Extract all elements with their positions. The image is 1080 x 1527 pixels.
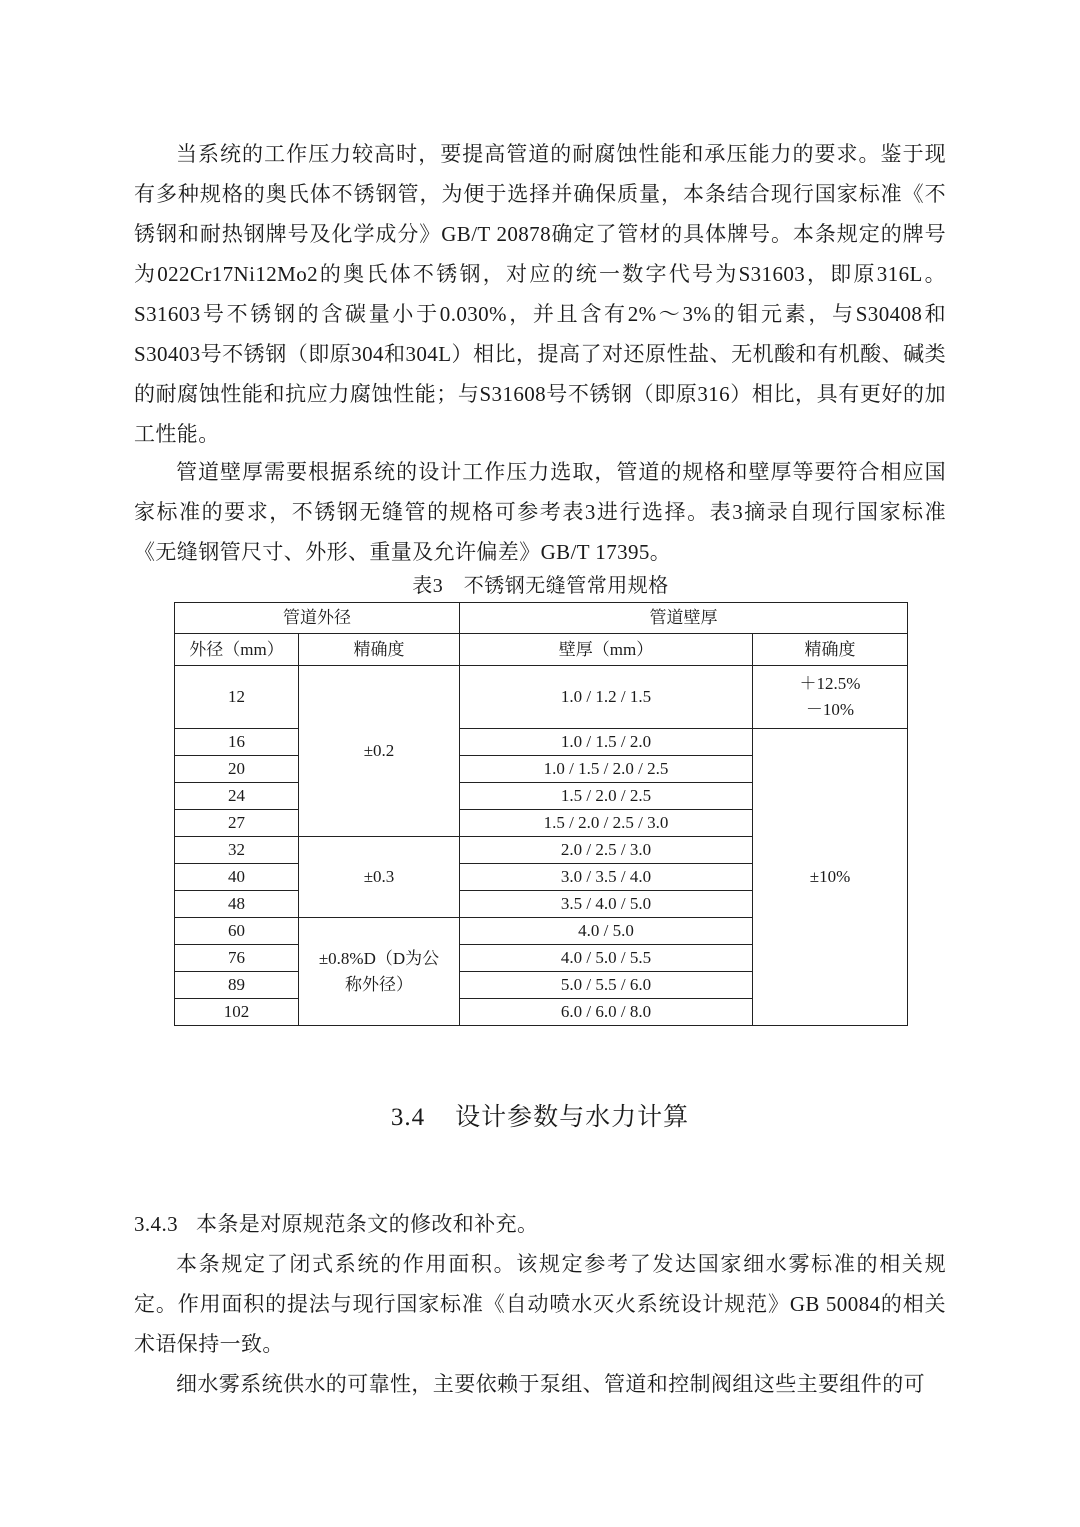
- cell-wall: 3.0 / 3.5 / 4.0: [460, 864, 753, 891]
- table-row: [175, 666, 908, 729]
- cell-od: 20: [175, 756, 299, 783]
- section-number: 3.4: [390, 1104, 426, 1131]
- pipe-spec-table: [174, 602, 908, 1026]
- paragraph-wall-thickness: 管道壁厚需要根据系统的设计工作压力选取，管道的规格和壁厚等要符合相应国家标准的要求，不锈钢无缝管的规格可参考表3进行选择。表3摘录自现行国家标准《无缝钢管尺寸、外形、重量及允许偏差》GB/T 17395。: [134, 460, 946, 564]
- wall-precision-minus: －10%: [805, 700, 855, 719]
- cell-od: 102: [175, 999, 299, 1026]
- cell-wall: 3.5 / 4.0 / 5.0: [460, 891, 753, 918]
- clause-text: 本条是对原规范条文的修改和补充。: [196, 1212, 539, 1236]
- clause-line: [134, 1204, 946, 1244]
- section-title: 设计参数与水力计算: [455, 1104, 690, 1131]
- cell-wall-precision: ±10%: [753, 729, 908, 1026]
- header-wall-precision: 精确度: [753, 634, 908, 666]
- table-group-header-row: [175, 603, 908, 634]
- header-outer-diameter-group: 管道外径: [175, 603, 460, 634]
- cell-od: 40: [175, 864, 299, 891]
- table-column-header-row: [175, 634, 908, 666]
- section-heading: [0, 1098, 1080, 1138]
- cell-wall: 5.0 / 5.5 / 6.0: [460, 972, 753, 999]
- cell-od: 48: [175, 891, 299, 918]
- paragraph-material-grade: 当系统的工作压力较高时，要提高管道的耐腐蚀性能和承压能力的要求。鉴于现有多种规格的奥氏体不锈钢管，为便于选择并确保质量，本条结合现行国家标准《不锈钢和耐热钢牌号及化学成分》GB/T 20878确定了管材的具体牌号。本条规定的牌号为022Cr17Ni12Mo2的奥氏体不锈钢，对应的统一数字代号为S31603，即原316L。S31603号不锈钢的含碳量小于0.030%，并且含有2%～3%的钼元素，与S30408和S30403号不锈钢（即原304和304L）相比，提高了对还原性盐、无机酸和有机酸、碱类的耐腐蚀性能和抗应力腐蚀性能；与S31608号不锈钢（即原316）相比，具有更好的加工性能。: [134, 142, 946, 446]
- cell-od: 12: [175, 666, 299, 729]
- header-wall-thickness-group: 管道壁厚: [460, 603, 908, 634]
- cell-wall: 1.5 / 2.0 / 2.5 / 3.0: [460, 810, 753, 837]
- header-wall: 壁厚（mm）: [460, 634, 753, 666]
- cell-od: 76: [175, 945, 299, 972]
- cell-od: 27: [175, 810, 299, 837]
- cell-wall-precision: [753, 666, 908, 729]
- header-od: 外径（mm）: [175, 634, 299, 666]
- paragraph-water-supply: 细水雾系统供水的可靠性，主要依赖于泵组、管道和控制阀组这些主要组件的可: [176, 1372, 925, 1396]
- paragraph-action-area: 本条规定了闭式系统的作用面积。该规定参考了发达国家细水雾标准的相关规定。作用面积的提法与现行国家标准《自动喷水灭火系统设计规范》GB 50084的相关术语保持一致。: [134, 1252, 946, 1356]
- cell-wall: 4.0 / 5.0: [460, 918, 753, 945]
- precision-note-line1: ±0.8%D（D为公: [318, 948, 440, 968]
- cell-wall: 1.0 / 1.5 / 2.0: [460, 729, 753, 756]
- cell-wall: 6.0 / 6.0 / 8.0: [460, 999, 753, 1026]
- cell-wall: 1.0 / 1.5 / 2.0 / 2.5: [460, 756, 753, 783]
- cell-od: 89: [175, 972, 299, 999]
- cell-wall: 1.0 / 1.2 / 1.5: [460, 666, 753, 729]
- cell-od: 16: [175, 729, 299, 756]
- cell-od: 60: [175, 918, 299, 945]
- cell-od-precision: ±0.3: [299, 837, 460, 918]
- clause-number: 3.4.3: [134, 1212, 178, 1236]
- cell-od: 24: [175, 783, 299, 810]
- cell-wall: 4.0 / 5.0 / 5.5: [460, 945, 753, 972]
- cell-wall: 2.0 / 2.5 / 3.0: [460, 837, 753, 864]
- wall-precision-plus: ＋12.5%: [799, 674, 861, 693]
- cell-wall: 1.5 / 2.0 / 2.5: [460, 783, 753, 810]
- precision-note-line2: 称外径）: [345, 974, 413, 994]
- table-caption: 表3 不锈钢无缝管常用规格: [412, 575, 669, 597]
- cell-od: 32: [175, 837, 299, 864]
- cell-od-precision: ±0.2: [299, 666, 460, 837]
- header-od-precision: 精确度: [299, 634, 460, 666]
- table-row: [175, 729, 908, 756]
- cell-od-precision: [299, 918, 460, 1026]
